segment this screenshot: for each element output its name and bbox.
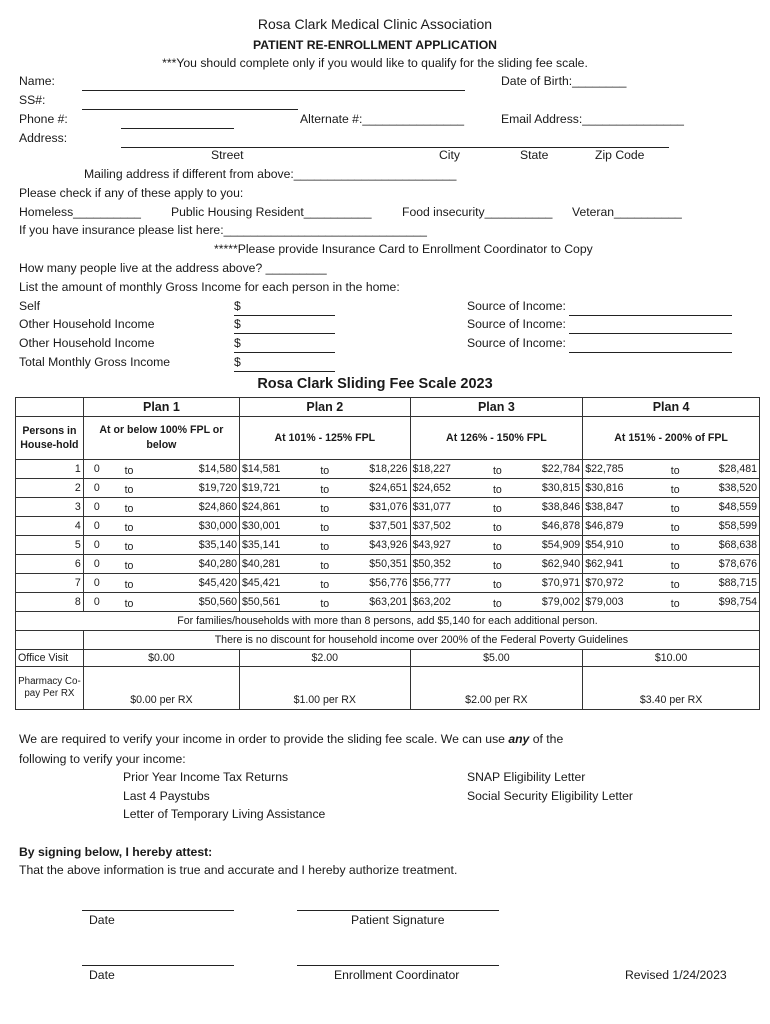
coordinator-caption: Enrollment Coordinator xyxy=(334,968,460,982)
income-label: Other Household Income xyxy=(19,336,155,350)
doc-item: Letter of Temporary Living Assistance xyxy=(123,807,326,821)
check-prompt: Please check if any of these apply to you: xyxy=(19,186,244,200)
fee-row xyxy=(16,460,760,479)
income-label: Other Household Income xyxy=(19,317,155,331)
range-low: $24,652 xyxy=(410,479,476,498)
ssn-label: SS#: xyxy=(19,93,46,107)
range-high: $63,201 xyxy=(346,593,410,612)
range-low: 0 xyxy=(83,593,109,612)
income-amount-field[interactable] xyxy=(234,315,335,316)
attest-heading: By signing below, I hereby attest: xyxy=(19,845,213,859)
attest-text: That the above information is true and accurate and I hereby authorize treatment. xyxy=(19,863,458,877)
range-low: $38,847 xyxy=(583,498,654,517)
range-to: to xyxy=(303,593,346,612)
range-to: to xyxy=(109,479,149,498)
plan-range: At 101% - 125% FPL xyxy=(240,417,411,460)
fee-row xyxy=(16,517,760,536)
household-size: 7 xyxy=(16,574,84,593)
patient-signature-line[interactable] xyxy=(297,910,499,911)
mailing-address-field[interactable]: Mailing address if different from above:________________________ xyxy=(84,167,457,181)
range-low: $30,001 xyxy=(240,517,304,536)
fee-row xyxy=(16,498,760,517)
range-low: $31,077 xyxy=(410,498,476,517)
date-line-2[interactable] xyxy=(82,965,234,966)
range-high: $38,846 xyxy=(519,498,583,517)
coordinator-signature-line[interactable] xyxy=(297,965,499,966)
range-low: 0 xyxy=(83,574,109,593)
address-label: Address: xyxy=(19,131,68,145)
range-to: to xyxy=(654,574,697,593)
revised-date: Revised 1/24/2023 xyxy=(625,968,727,982)
large-household-note: For families/households with more than 8 persons, add $5,140 for each additional person. xyxy=(16,612,760,631)
range-to: to xyxy=(654,460,697,479)
range-high: $19,720 xyxy=(149,479,239,498)
range-high: $22,784 xyxy=(519,460,583,479)
range-low: $70,972 xyxy=(583,574,654,593)
office-visit-fee: $10.00 xyxy=(583,650,760,667)
range-low: 0 xyxy=(83,479,109,498)
range-to: to xyxy=(654,498,697,517)
range-low: $79,003 xyxy=(583,593,654,612)
range-high: $40,280 xyxy=(149,555,239,574)
date-caption-1: Date xyxy=(89,913,115,927)
range-low: $43,927 xyxy=(410,536,476,555)
range-low: $50,352 xyxy=(410,555,476,574)
insurance-note: *****Please provide Insurance Card to Enrollment Coordinator to Copy xyxy=(214,242,593,256)
range-to: to xyxy=(476,555,519,574)
range-to: to xyxy=(303,479,346,498)
food-insecurity-check[interactable]: Food insecurity__________ xyxy=(402,205,553,219)
range-high: $31,076 xyxy=(346,498,410,517)
street-caption: Street xyxy=(211,148,244,162)
range-low: 0 xyxy=(83,460,109,479)
range-to: to xyxy=(303,460,346,479)
range-high: $38,520 xyxy=(697,479,760,498)
income-source-label: Source of Income: xyxy=(467,336,566,350)
household-size: 5 xyxy=(16,536,84,555)
range-to: to xyxy=(476,536,519,555)
dollar-sign: $ xyxy=(234,317,241,331)
veteran-check[interactable]: Veteran__________ xyxy=(572,205,682,219)
range-low: $50,561 xyxy=(240,593,304,612)
range-low: 0 xyxy=(83,536,109,555)
range-high: $79,002 xyxy=(519,593,583,612)
range-to: to xyxy=(476,574,519,593)
range-low: $56,777 xyxy=(410,574,476,593)
name-label: Name: xyxy=(19,74,55,88)
range-low: $30,816 xyxy=(583,479,654,498)
range-to: to xyxy=(654,479,697,498)
range-to: to xyxy=(476,498,519,517)
household-size: 8 xyxy=(16,593,84,612)
income-source-field[interactable] xyxy=(569,315,732,316)
homeless-check[interactable]: Homeless__________ xyxy=(19,205,141,219)
range-high: $30,815 xyxy=(519,479,583,498)
range-low: 0 xyxy=(83,517,109,536)
range-low: $62,941 xyxy=(583,555,654,574)
range-high: $48,559 xyxy=(697,498,760,517)
range-high: $62,940 xyxy=(519,555,583,574)
range-to: to xyxy=(109,517,149,536)
office-visit-fee: $2.00 xyxy=(240,650,411,667)
range-to: to xyxy=(109,498,149,517)
fee-row xyxy=(16,479,760,498)
org-name: Rosa Clark Medical Clinic Association xyxy=(257,16,493,32)
range-high: $37,501 xyxy=(346,517,410,536)
range-low: $54,910 xyxy=(583,536,654,555)
range-to: to xyxy=(303,498,346,517)
range-high: $46,878 xyxy=(519,517,583,536)
household-count-field[interactable]: How many people live at the address above? _________ xyxy=(19,261,327,275)
alternate-phone-field[interactable]: Alternate #:_______________ xyxy=(300,112,465,126)
range-to: to xyxy=(303,574,346,593)
range-to: to xyxy=(303,555,346,574)
range-high: $28,481 xyxy=(697,460,760,479)
range-low: $19,721 xyxy=(240,479,304,498)
range-to: to xyxy=(476,460,519,479)
range-high: $88,715 xyxy=(697,574,760,593)
office-visit-fee: $5.00 xyxy=(410,650,583,667)
dollar-sign: $ xyxy=(234,355,241,369)
phone-label: Phone #: xyxy=(19,112,68,126)
household-size: 2 xyxy=(16,479,84,498)
dob-field[interactable]: Date of Birth:________ xyxy=(501,74,627,88)
range-high: $43,926 xyxy=(346,536,410,555)
range-low: $45,421 xyxy=(240,574,304,593)
plan-header: Plan 3 xyxy=(410,398,583,417)
range-to: to xyxy=(476,479,519,498)
household-header: Persons in House-hold xyxy=(16,417,84,460)
household-size: 3 xyxy=(16,498,84,517)
income-amount-field[interactable] xyxy=(234,352,335,353)
plan-header: Plan 1 xyxy=(83,398,239,417)
zip-caption: Zip Code xyxy=(595,148,645,162)
household-size: 6 xyxy=(16,555,84,574)
range-high: $24,651 xyxy=(346,479,410,498)
doc-item: Social Security Eligibility Letter xyxy=(467,789,633,803)
range-to: to xyxy=(476,517,519,536)
insurance-field[interactable]: If you have insurance please list here:______________________________ xyxy=(19,223,427,237)
range-high: $30,000 xyxy=(149,517,239,536)
range-to: to xyxy=(654,555,697,574)
range-low: $24,861 xyxy=(240,498,304,517)
income-source-field[interactable] xyxy=(569,352,732,353)
range-low: $18,227 xyxy=(410,460,476,479)
income-source-label: Source of Income: xyxy=(467,299,566,313)
range-to: to xyxy=(654,517,697,536)
range-high: $68,638 xyxy=(697,536,760,555)
range-low: $14,581 xyxy=(240,460,304,479)
range-high: $45,420 xyxy=(149,574,239,593)
income-label: Self xyxy=(19,299,41,313)
verify-text-b: of the xyxy=(529,732,564,746)
range-low: $37,502 xyxy=(410,517,476,536)
doc-item: Last 4 Paystubs xyxy=(123,789,210,803)
pharmacy-label: Pharmacy Co-pay Per RX xyxy=(16,667,84,710)
corner-cell xyxy=(16,398,84,417)
fee-row xyxy=(16,555,760,574)
household-size: 4 xyxy=(16,517,84,536)
fee-row xyxy=(16,536,760,555)
range-high: $70,971 xyxy=(519,574,583,593)
office-visit-fee: $0.00 xyxy=(83,650,239,667)
plan-header: Plan 4 xyxy=(583,398,760,417)
range-to: to xyxy=(109,555,149,574)
income-source-field[interactable] xyxy=(569,333,732,334)
fee-row xyxy=(16,574,760,593)
office-visit-label: Office Visit xyxy=(16,650,84,667)
dollar-sign: $ xyxy=(234,299,241,313)
doc-item: SNAP Eligibility Letter xyxy=(467,770,586,784)
discount-note: There is no discount for household income over 200% of the Federal Poverty Guidelines xyxy=(83,631,759,650)
date-caption-2: Date xyxy=(89,968,115,982)
pharmacy-fee: $2.00 per RX xyxy=(410,667,583,710)
range-low: $35,141 xyxy=(240,536,304,555)
verify-text-2: following to verify your income: xyxy=(19,752,186,766)
range-to: to xyxy=(654,593,697,612)
range-low: 0 xyxy=(83,498,109,517)
doc-item: Prior Year Income Tax Returns xyxy=(123,770,289,784)
form-note: ***You should complete only if you would like to qualify for the sliding fee scale. xyxy=(162,56,588,70)
range-low: 0 xyxy=(83,555,109,574)
range-low: $46,879 xyxy=(583,517,654,536)
fee-scale-title: Rosa Clark Sliding Fee Scale 2023 xyxy=(257,376,493,392)
income-amount-field[interactable] xyxy=(234,333,335,334)
range-low: $22,785 xyxy=(583,460,654,479)
pharmacy-fee: $1.00 per RX xyxy=(240,667,411,710)
range-to: to xyxy=(109,460,149,479)
range-low: $63,202 xyxy=(410,593,476,612)
income-prompt: List the amount of monthly Gross Income for each person in the home: xyxy=(19,280,400,294)
range-high: $56,776 xyxy=(346,574,410,593)
range-low: $40,281 xyxy=(240,555,304,574)
range-high: $58,599 xyxy=(697,517,760,536)
range-to: to xyxy=(654,536,697,555)
plan-header: Plan 2 xyxy=(240,398,411,417)
range-high: $14,580 xyxy=(149,460,239,479)
plan-range: At 151% - 200% of FPL xyxy=(583,417,760,460)
plan-range: At or below 100% FPL or below xyxy=(83,417,239,460)
range-to: to xyxy=(303,536,346,555)
range-high: $50,351 xyxy=(346,555,410,574)
household-size: 1 xyxy=(16,460,84,479)
fee-scale-table xyxy=(15,397,760,710)
name-field[interactable] xyxy=(82,90,465,91)
verify-text-a: We are required to verify your income in order to provide the sliding fee scale. We can use xyxy=(19,732,509,746)
range-high: $54,909 xyxy=(519,536,583,555)
address-field[interactable] xyxy=(121,147,669,148)
verify-text-emphasis: any xyxy=(508,732,530,746)
pharmacy-fee: $0.00 per RX xyxy=(83,667,239,710)
range-to: to xyxy=(109,536,149,555)
form-title: PATIENT RE-ENROLLMENT APPLICATION xyxy=(253,38,497,52)
public-housing-check[interactable]: Public Housing Resident__________ xyxy=(171,205,372,219)
date-line-1[interactable] xyxy=(82,910,234,911)
fee-row xyxy=(16,593,760,612)
ssn-field[interactable] xyxy=(82,109,298,110)
income-label: Total Monthly Gross Income xyxy=(19,355,171,369)
dollar-sign: $ xyxy=(234,336,241,350)
range-to: to xyxy=(109,593,149,612)
state-caption: State xyxy=(520,148,549,162)
range-to: to xyxy=(109,574,149,593)
pharmacy-fee: $3.40 per RX xyxy=(583,667,760,710)
phone-field[interactable] xyxy=(121,128,234,129)
range-high: $78,676 xyxy=(697,555,760,574)
blank-cell xyxy=(16,631,84,650)
patient-signature-caption: Patient Signature xyxy=(351,913,445,927)
email-field[interactable]: Email Address:_______________ xyxy=(501,112,684,126)
range-high: $24,860 xyxy=(149,498,239,517)
range-high: $35,140 xyxy=(149,536,239,555)
income-total-field[interactable] xyxy=(234,371,335,372)
income-source-label: Source of Income: xyxy=(467,317,566,331)
city-caption: City xyxy=(439,148,460,162)
range-high: $18,226 xyxy=(346,460,410,479)
range-high: $50,560 xyxy=(149,593,239,612)
plan-range: At 126% - 150% FPL xyxy=(410,417,583,460)
range-to: to xyxy=(476,593,519,612)
verify-text xyxy=(19,732,563,746)
range-high: $98,754 xyxy=(697,593,760,612)
range-to: to xyxy=(303,517,346,536)
